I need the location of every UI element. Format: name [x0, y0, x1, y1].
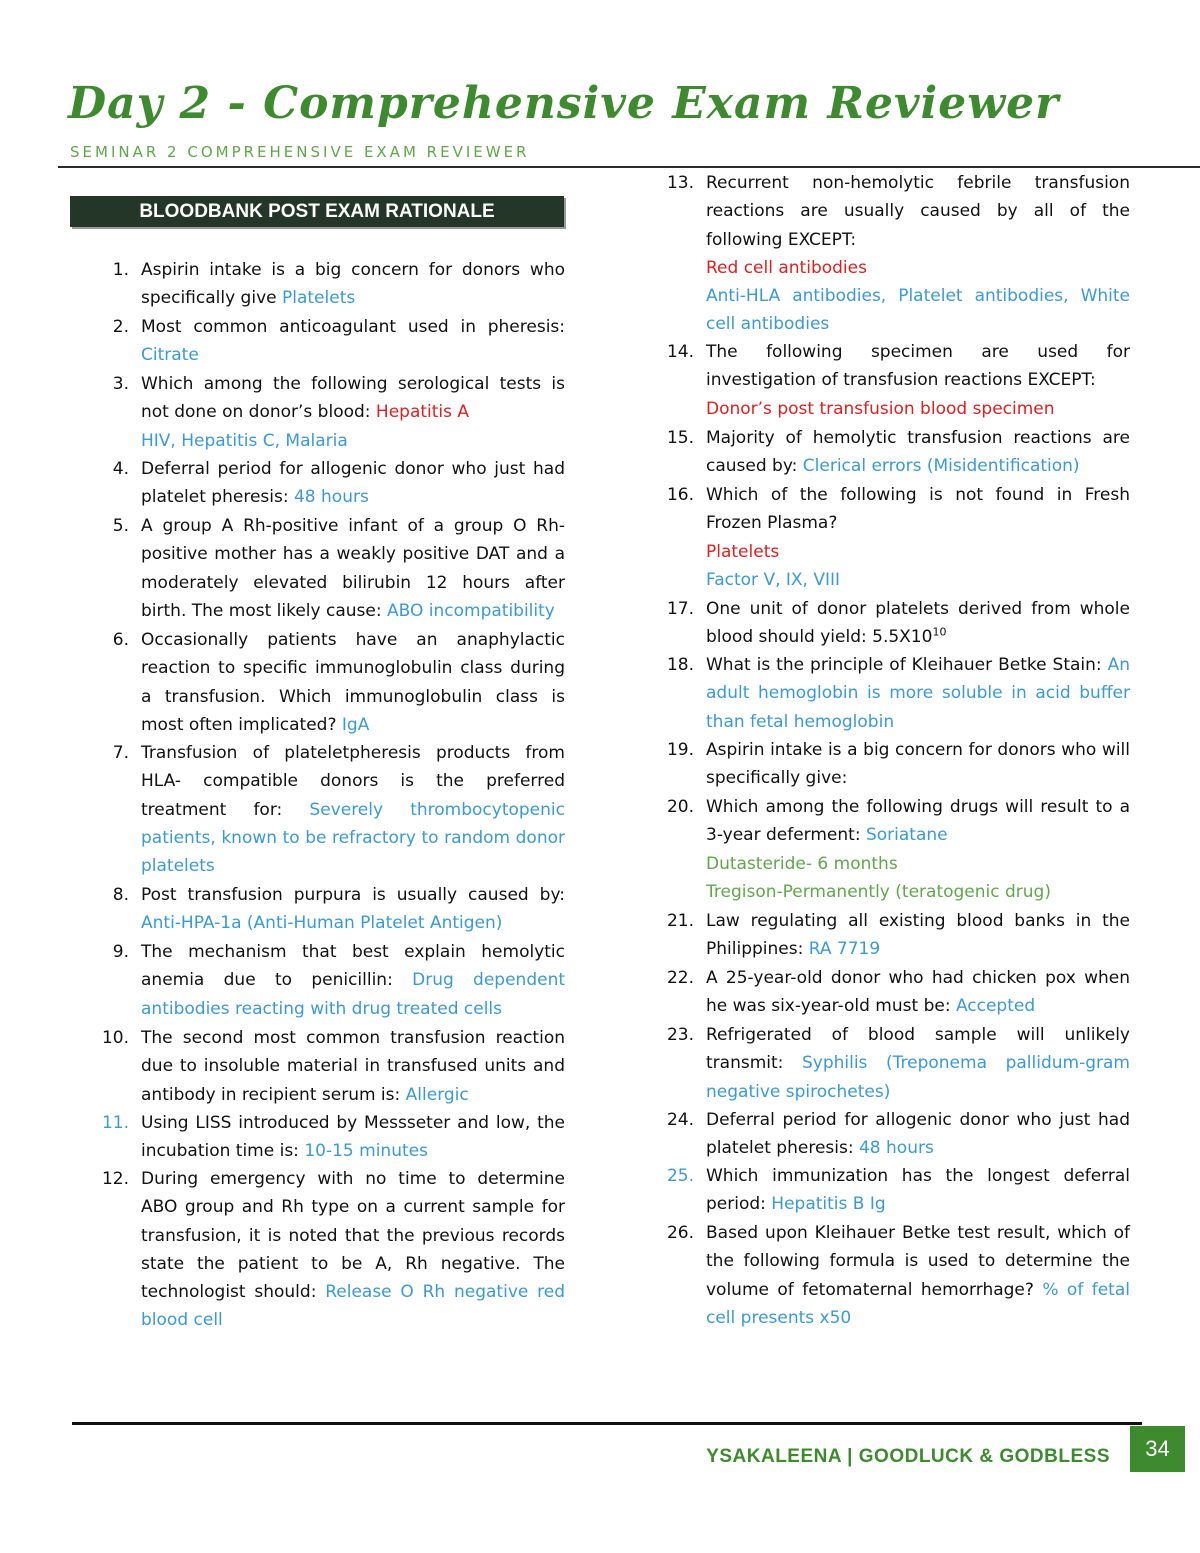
answer-text: Red cell antibodies: [706, 257, 867, 278]
question-item: [101, 1024, 565, 1109]
note-text: Dutasteride- 6 months: [706, 853, 898, 874]
question-text: Aspirin intake is a big concern for donors who will specifically give:: [706, 740, 1130, 789]
question-number: 6.: [112, 630, 129, 650]
question-text: A 25-year-old donor who had chicken pox when he was six-year-old must be:: [706, 968, 1130, 1017]
answer-text: 48 hours: [858, 1138, 934, 1159]
answer-text: Donor’s post transfusion blood specimen: [706, 398, 1055, 419]
question-number: 1.: [112, 260, 129, 280]
answer-text: 48 hours: [293, 487, 369, 508]
answer-text: Drug dependent antibodies reacting with drug treated cells: [141, 970, 566, 1019]
answer-text: Platelets: [282, 288, 356, 309]
question-number: 11.: [101, 1113, 129, 1133]
question-number: 23.: [666, 1025, 694, 1045]
answer-text: Release O Rh negative red blood cell: [141, 1282, 565, 1331]
question-item: [666, 424, 1130, 481]
footer-divider: [72, 1422, 1142, 1425]
question-text: Aspirin intake is a big concern for donors who specifically give: [141, 260, 565, 309]
question-number: 7.: [112, 743, 129, 763]
question-item: [666, 793, 1130, 906]
question-item: [666, 595, 1130, 652]
question-text: What is the principle of Kleihauer Betke Stain:: [706, 655, 1108, 675]
question-item: [666, 651, 1130, 736]
question-item: [666, 481, 1130, 594]
answer-text: Hepatitis B Ig: [771, 1194, 886, 1215]
page-subtitle: SEMINAR 2 COMPREHENSIVE EXAM REVIEWER: [70, 143, 530, 161]
answer-text: Hepatitis A: [375, 402, 470, 423]
question-item: [666, 1219, 1130, 1332]
question-number: 17.: [666, 599, 694, 619]
question-text: Occasionally patients have an anaphylactic reaction to specific immunoglobulin class during a transfusion. Which immunoglobulin class is most often implicated?: [141, 630, 565, 735]
header-divider: [58, 166, 1200, 168]
question-text: Recurrent non-hemolytic febrile transfusion reactions are usually caused by all of the following EXCEPT:: [706, 173, 1130, 250]
distractor-text: Factor V, IX, VIII: [706, 569, 841, 590]
question-text: Which among the following serological tests is not done on donor’s blood:: [141, 374, 565, 423]
distractor-text: HIV, Hepatitis C, Malaria: [141, 430, 348, 451]
question-text: The second most common transfusion reaction due to insoluble material in transfused units and antibody in recipient serum is:: [141, 1028, 565, 1105]
question-text: Refrigerated of blood sample will unlikely transmit:: [706, 1025, 1130, 1074]
question-item: [101, 1109, 565, 1166]
question-number: 16.: [666, 485, 694, 505]
answer-text: ABO incompatibility: [386, 600, 555, 621]
question-number: 2.: [112, 317, 129, 337]
section-heading: BLOODBANK POST EXAM RATIONALE: [70, 196, 564, 227]
answer-text: Allergic: [405, 1084, 469, 1105]
answer-text: IgA: [341, 714, 370, 735]
answer-text: An adult hemoglobin is more soluble in acid buffer than fetal hemoglobin: [706, 655, 1130, 732]
question-item: [112, 455, 565, 512]
question-text: A group A Rh-positive infant of a group O Rh-positive mother has a weakly positive DAT and a moderately elevated bilirubin 12 hours after birth. The most likely cause:: [141, 516, 565, 621]
answer-text: 10-15 minutes: [304, 1141, 428, 1162]
answer-text: Severely thrombocytopenic patients, known to be refractory to random donor platelets: [141, 799, 565, 877]
question-item: [666, 338, 1130, 423]
exponent: 10: [932, 625, 947, 639]
page-number: 34: [1130, 1426, 1185, 1472]
question-text: The following specimen are used for investigation of transfusion reactions EXCEPT:: [706, 342, 1130, 391]
question-number: 15.: [666, 428, 694, 448]
question-text: Law regulating all existing blood banks in the Philippines:: [706, 911, 1130, 960]
question-item: [666, 907, 1130, 964]
question-text: Which immunization has the longest deferral period:: [706, 1166, 1130, 1215]
answer-text: Accepted: [955, 996, 1036, 1017]
question-number: 24.: [666, 1110, 694, 1130]
question-number: 18.: [666, 655, 694, 675]
answer-text: Syphilis (Treponema pallidum-gram negative spirochetes): [706, 1053, 1130, 1102]
question-item: [101, 1165, 565, 1335]
question-text: Which of the following is not found in Fresh Frozen Plasma?: [706, 485, 1130, 534]
question-item: [666, 1162, 1130, 1219]
question-item: [112, 626, 565, 739]
question-number: 22.: [666, 968, 694, 988]
note-text: Tregison-Permanently (teratogenic drug): [706, 881, 1051, 902]
question-item: [666, 1021, 1130, 1106]
question-text: Majority of hemolytic transfusion reactions are caused by:: [706, 428, 1130, 477]
question-item: [666, 736, 1130, 793]
footer-text: YSAKALEENA | GOODLUCK & GODBLESS: [706, 1446, 1110, 1467]
page-title: Day 2 - Comprehensive Exam Reviewer: [68, 78, 1060, 129]
distractor-text: Anti-HLA antibodies, Platelet antibodies, White cell antibodies: [706, 286, 1130, 335]
answer-text: Platelets: [706, 541, 780, 562]
question-number: 20.: [666, 797, 694, 817]
question-text: The mechanism that best explain hemolytic anemia due to penicillin:: [141, 942, 565, 991]
question-item: [666, 1106, 1130, 1163]
question-number: 25.: [666, 1166, 694, 1186]
question-number: 5.: [112, 516, 129, 536]
question-text: Which among the following drugs will result to a 3-year deferment:: [706, 797, 1130, 846]
question-text: Using LISS introduced by Messseter and low, the incubation time is:: [141, 1113, 565, 1162]
question-number: 21.: [666, 911, 694, 931]
answer-text: Soriatane: [865, 825, 948, 846]
question-number: 9.: [112, 942, 129, 962]
answer-text: Citrate: [141, 345, 199, 366]
question-text: One unit of donor platelets derived from whole blood should yield:: [706, 599, 1130, 648]
answer-text: Clerical errors (Misidentification): [802, 456, 1080, 477]
question-item: [112, 512, 565, 625]
question-item: [112, 881, 565, 938]
question-number: 13.: [666, 173, 694, 193]
question-item: [666, 964, 1130, 1021]
question-number: 19.: [666, 740, 694, 760]
question-number: 12.: [101, 1169, 129, 1189]
question-text: Deferral period for allogenic donor who just had platelet pheresis:: [141, 459, 565, 508]
question-item: [112, 313, 565, 370]
question-text: Transfusion of plateletpheresis products from HLA- compatible donors is the preferred treatment for:: [141, 743, 565, 820]
question-item: [112, 938, 566, 1023]
question-number: 4.: [112, 459, 129, 479]
question-item: [112, 256, 565, 313]
question-text: Post transfusion purpura is usually caused by:: [141, 885, 565, 905]
question-text: Deferral period for allogenic donor who just had platelet pheresis:: [706, 1110, 1130, 1159]
question-item: [112, 370, 565, 455]
question-text: During emergency with no time to determine ABO group and Rh type on a current sample for transfusion, it is noted that the previous records state the patient to be A, Rh negative. The technologist should:: [141, 1169, 565, 1303]
question-number: 14.: [666, 342, 694, 362]
question-text: Most common anticoagulant used in pheresis:: [141, 317, 565, 337]
question-text: Based upon Kleihauer Betke test result, which of the following formula is used to determine the volume of fetomaternal hemorrhage?: [706, 1223, 1130, 1300]
question-number: 26.: [666, 1223, 694, 1243]
answer-text: RA 7719: [808, 939, 881, 960]
question-item: [112, 739, 565, 880]
answer-text: 5.5X10: [872, 627, 933, 648]
answer-text: Anti-HPA-1a (Anti-Human Platelet Antigen): [141, 913, 503, 934]
question-number: 3.: [112, 374, 129, 394]
question-number: 8.: [112, 885, 129, 905]
answer-text: % of fetal cell presents x50: [706, 1279, 1130, 1328]
question-item: [666, 169, 1130, 339]
question-number: 10.: [101, 1028, 129, 1048]
